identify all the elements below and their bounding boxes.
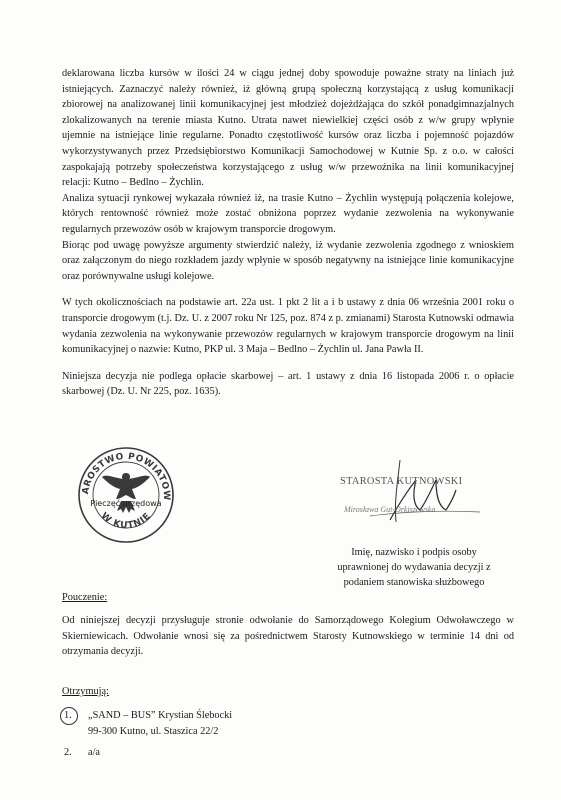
recipient-line: a/a — [88, 747, 101, 759]
caption-line: podaniem stanowiska służbowego — [343, 577, 485, 588]
recipient-number: 2. — [64, 747, 72, 759]
caption-line: uprawnionej do wydawania decyzji z — [337, 562, 491, 573]
signature-caption — [308, 545, 520, 590]
caption-line: Imię, nazwisko i podpis osoby — [351, 547, 477, 558]
recipient-item — [64, 745, 464, 761]
paragraph-stamp-duty: Niniejsza decyzja nie podlega opłacie skarbowej – art. 1 ustawy z dnia 16 listopada 2006 r. o opłacie skarbowej (Dz. U. Nr 225, poz. 1635). — [62, 370, 514, 398]
decision-body — [62, 66, 514, 400]
pouczenie-heading: Pouczenie: — [62, 592, 108, 603]
paragraph-conclusion: Biorąc pod uwagę powyższe argumenty stwierdzić należy, iż wydanie zezwolenia zgodnego z wnioskiem oraz załączonym do niego rozkładem jazdy wpłynie w sposób negatywny na istniejące linie komunikacyjne oraz porównywalne usługi kolejowe. — [62, 239, 514, 282]
recipient-item — [64, 708, 464, 739]
recipient-line: „SAND – BUS” Krystian Ślebocki — [88, 710, 233, 721]
recipient-number: 1. — [64, 710, 72, 721]
official-seal — [76, 445, 176, 545]
pouczenie-paragraph: Od niniejszej decyzji przysługuje stronie odwołanie do Samorządowego Kolegium Odwoławczego w Skierniewicach. Odwołanie wnosi się za pośrednictwem Starosty Kutnowskiego w terminie 14 dni od otrzymania decyzji. — [62, 615, 514, 658]
seal-graphic — [76, 445, 176, 545]
signatory-title: STAROSTA KUTNOWSKI — [340, 476, 463, 487]
seal-overlay-label: Pieczęć urzędowa — [90, 499, 162, 508]
paragraph-legal-basis: W tych okolicznościach na podstawie art. 22a ust. 1 pkt 2 lit a i b ustawy z dnia 06 września 2001 roku o transporcie drogowym (t.j. Dz. U. z 2007 roku Nr 125, poz. 874 z p. zmianami) Starosta Kutnowski odmawia wydania zezwolenia na wykonywanie przewozów regularnych w krajowym transporcie drogowym na linii komunikacyjnej o nazwie: Kutno, PKP ul. 3 Maja – Bedlno – Żychlin ul. Jana Pawła II. — [62, 297, 514, 356]
pouczenie-text — [62, 613, 514, 660]
svg-text:W KUTNIE: W KUTNIE — [98, 511, 154, 532]
recipients-list — [64, 708, 464, 761]
svg-text:STAROSTWO POWIATOWE: AROSTWO POWIATOW — [80, 451, 172, 501]
recipients-heading: Otrzymują: — [62, 686, 109, 697]
signatory-name: Mirosława Gut-Orkiszewska — [344, 505, 436, 514]
paragraph-rail-analysis: Analiza sytuacji rynkowej wykazała również iż, na trasie Kutno – Żychlin występują połączenia kolejowe, których rentowność również może zostać obniżona poprzez wydanie zezwolenia na wykonywanie regularnych przewozów osób w krajowym transporcie drogowym. — [62, 192, 514, 235]
recipient-line: 99-300 Kutno, ul. Staszica 22/2 — [88, 725, 219, 737]
paragraph-justification: deklarowana liczba kursów w ilości 24 w ciągu jednej doby spowoduje poważne straty na liniach już istniejących. Zaznaczyć należy również, iż główną grupą społeczną korzystającą z usług komunikacji zbiorowej na analizowanej linii komunikacyjnej jest młodzież dojeżdżająca do szkół ponadgimnazjalnych zlokalizowanych na terenie miasta Kutno. Utrata nawet niewielkiej części osób z w/w grupy wpłynie ujemnie na istniejące linie regularne. Ponadto częstotliwość kursów oraz liczba i pojemność pojazdów wykorzystywanych przez Przedsiębiorstwo Komunikacji Samochodowej w Kutnie Sp. z o.o. w całości zaspokajają potrzeby społeczeństwa korzystającego z usług w/w przewoźnika na linii komunikacyjnej relacji: Kutno – Bedlno – Żychlin. — [62, 68, 514, 189]
handwritten-signature — [330, 448, 530, 538]
